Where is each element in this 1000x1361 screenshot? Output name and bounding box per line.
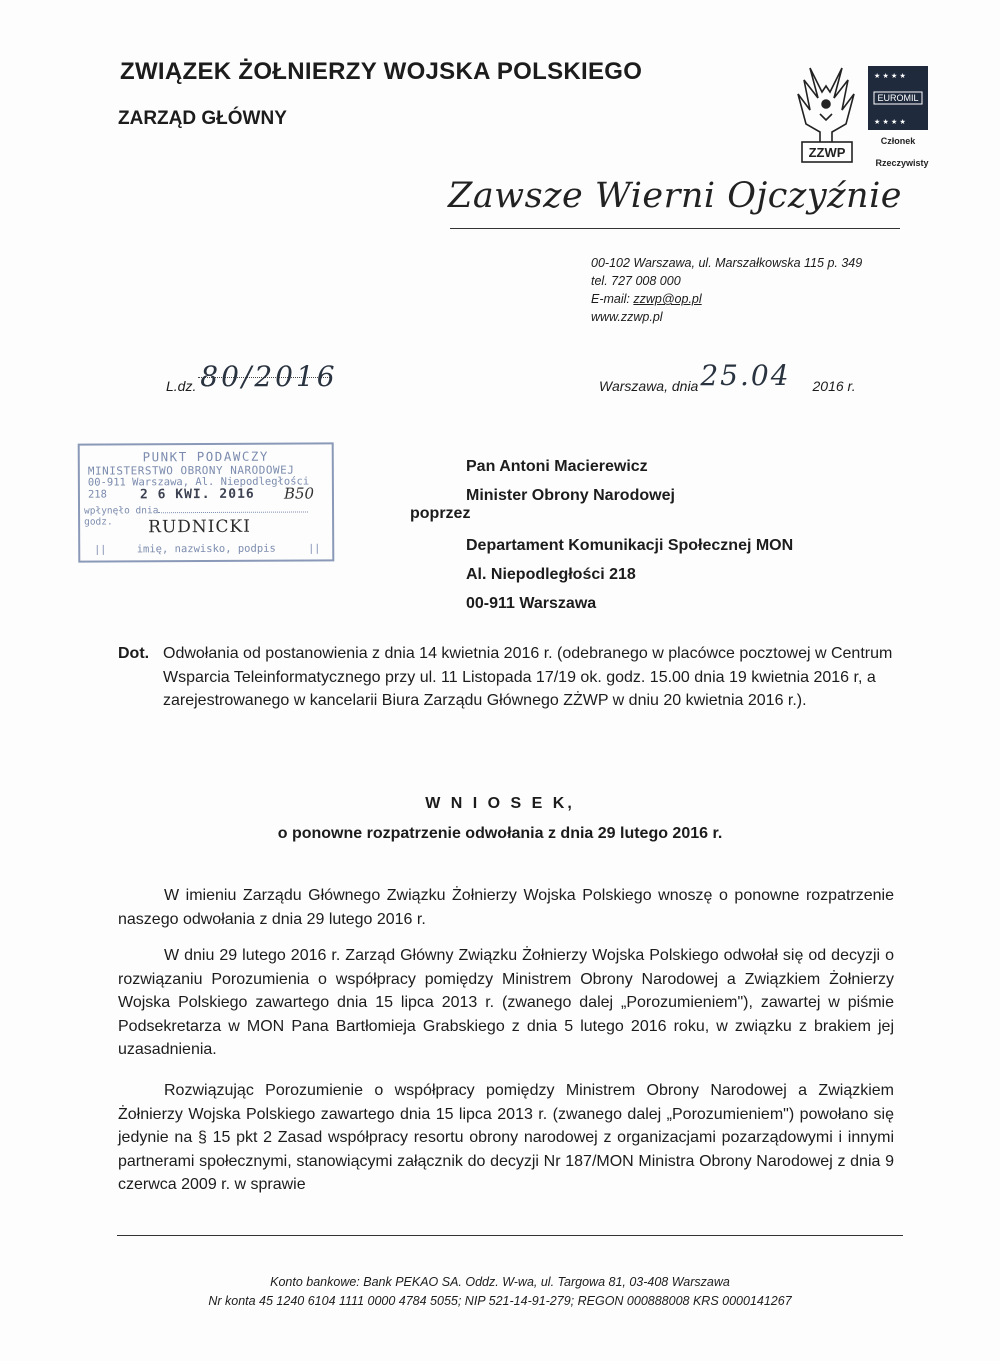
reference-handwritten: 80/2016 xyxy=(200,360,338,393)
svg-text:★ ★ ★ ★: ★ ★ ★ ★ xyxy=(874,118,906,126)
reference-label: L.dz. xyxy=(166,378,197,394)
address-line1: 00-102 Warszawa, ul. Marszałkowska 115 p. 349 xyxy=(591,256,863,270)
svg-text:★ ★ ★ ★: ★ ★ ★ ★ xyxy=(874,72,906,80)
body-paragraph-2: W dniu 29 lutego 2016 r. Zarząd Główny Związku Żołnierzy Wojska Polskiego odwołał się od decyzji o rozwiązaniu Porozumienia o współpracy pomiędzy Ministrem Obrony Narodowej a Związkiem Żołnierzy Wojska Polskiego zawartego dnia 15 lipca 2013 r. (zwanego dalej „Porozumieniem"), zawartej w piśmie Podsekretarza w MON Pana Bartłomieja Grabskiego z dnia 5 lutego 2016 roku, w związku z brakiem jej uzasadnienia. xyxy=(118,947,894,1058)
zzwp-eagle-logo xyxy=(780,58,940,178)
stamp-time-label: godz. xyxy=(84,516,113,528)
footer-bank: Konto bankowe: Bank PEKAO SA. Oddz. W-wa, ul. Targowa 81, 03-408 Warszawa xyxy=(270,1275,730,1289)
header-logos xyxy=(780,58,940,178)
recipient-name: Pan Antoni Macierewicz xyxy=(466,458,648,475)
stamp-signature: RUDNICKI xyxy=(148,516,251,538)
zzwp-logo-text: ZZWP xyxy=(808,145,846,160)
member-line1: Członek xyxy=(880,136,916,146)
stamp-title: PUNKT PODAWCZY xyxy=(142,448,269,465)
euromil-logo-text: EUROMIL xyxy=(877,93,919,103)
organization-subtitle: ZARZĄD GŁÓWNY xyxy=(118,108,287,129)
stamp-address: 00-911 Warszawa, Al. Niepodległości 218 xyxy=(87,475,310,501)
organization-name: ZWIĄZEK ŻOŁNIERZY WOJSKA POLSKIEGO xyxy=(120,58,643,85)
recipient-title: Minister Obrony Narodowej xyxy=(466,487,675,504)
place-label: Warszawa, dnia xyxy=(599,378,699,394)
stamp-received-label: wpłynęło dnia xyxy=(84,505,159,517)
website-link[interactable]: www.zzwp.pl xyxy=(591,310,663,324)
header-divider xyxy=(450,228,900,229)
stamp-date: 2 6 KWI. 2016 xyxy=(139,486,255,503)
request-subtitle: o ponowne rozpatrzenie odwołania z dnia 29 lutego 2016 r. xyxy=(277,825,723,842)
footer-divider xyxy=(117,1235,903,1236)
date-handwritten: 25.04 xyxy=(700,359,791,392)
body-paragraph-3: Rozwiązując Porozumienie o współpracy pomiędzy Ministrem Obrony Narodowej a Związkiem Żołnierzy Wojska Polskiego zawartego dnia 15 lipca 2013 r. (zwanego dalej „Porozumieniem") powołano się jedynie na § 15 pkt 2 Zasad współpracy resortu obrony narodowej z organizacjami pozarządowymi i innymi partnerami społecznymi, stanowiącymi załącznik do decyzji Nr 187/MON Ministra Obrony Narodowej z dnia 9 czerwca 2009 r. w sprawie xyxy=(118,1082,894,1193)
email-link[interactable]: zzwp@op.pl xyxy=(633,292,702,306)
stamp-footer: imię, nazwisko, podpis xyxy=(136,542,276,556)
body-paragraph-1: W imieniu Zarządu Głównego Związku Żołnierzy Wojska Polskiego wnoszę o ponowne rozpatrzenie naszego odwołania z dnia 29 lutego 2016 r. xyxy=(118,887,894,928)
footer-registry: Nr konta 45 1240 6104 1111 0000 4784 5055; NIP 521-14-91-279; REGON 000888008 KRS 0000141267 xyxy=(208,1294,792,1308)
address-phone: tel. 727 008 000 xyxy=(591,274,681,288)
reference-number xyxy=(166,360,338,398)
motto: Zawsze Wierni Ojczyźnie xyxy=(448,176,902,216)
stamp-initials: B50 xyxy=(283,484,315,503)
recipient-street: Al. Niepodległości 218 xyxy=(466,566,636,583)
year: 2016 r. xyxy=(812,378,856,394)
email-label: E-mail: xyxy=(591,292,634,306)
subject-text: Odwołania od postanowienia z dnia 14 kwietnia 2016 r. (odebranego w placówce pocztowej w Centrum Wsparcia Teleinformatycznego przy ul. 11 Listopada 17/19 ok. godz. 15.00 dnia 19 kwietnia 2016 r, a zarejestrowanego w kancelarii Biura Zarządu Głównego ZŻWP w dniu 20 kwietnia 2016 r.). xyxy=(163,645,893,709)
receipt-stamp: PUNKT PODAWCZY MINISTERSTWO OBRONY NARODOWEJ 00-911 Warszawa, Al. Niepodległości 218 2 6 KWI. 2016 B50 wpłynęło dnia godz. RUDNICKI || imię, nazwisko, podpis || xyxy=(78,442,335,562)
stamp-ministry: MINISTERSTWO OBRONY NARODOWEJ xyxy=(87,463,295,478)
via-label: poprzez xyxy=(410,505,471,522)
request-title: W N I O S E K, xyxy=(425,795,575,812)
recipient-department: Departament Komunikacji Społecznej MON xyxy=(466,537,794,554)
subject-label: Dot. xyxy=(118,645,150,662)
recipient-department-block xyxy=(466,531,793,618)
recipient-block xyxy=(466,452,675,510)
member-line2: Rzeczywisty xyxy=(875,158,929,168)
place-date xyxy=(599,359,856,398)
sender-address xyxy=(591,254,862,326)
recipient-city: 00-911 Warszawa xyxy=(466,595,597,612)
